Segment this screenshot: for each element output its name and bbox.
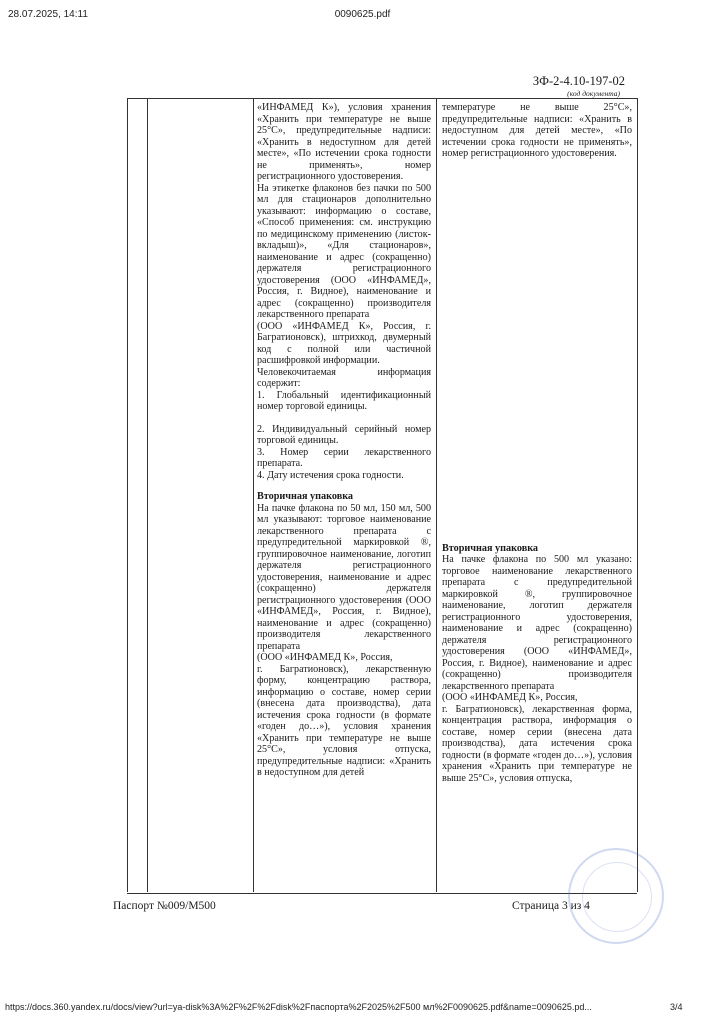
print-url: https://docs.360.yandex.ru/docs/view?url=ya-disk%3A%2F%2F%2Fdisk%2Fпаспорта%2F2025%2F500 мл%2F0090625.pdf&name=0090625.pd...	[5, 1002, 592, 1012]
cell-text: (ООО «ИНФАМЕД К», Россия, г. Багратионовск), штрихкод, двумерный код с полной или частичной расшифровкой информации.	[257, 320, 431, 366]
cell-text: (ООО «ИНФАМЕД К», Россия,	[257, 652, 393, 663]
print-file-title: 0090625.pdf	[334, 9, 391, 20]
print-page-number: 3/4	[670, 1002, 683, 1012]
cell-text: (ООО «ИНФАМЕД К», Россия,	[442, 692, 578, 703]
document-code-note: (код документа)	[567, 89, 620, 98]
cell-list-item: 4. Дату истечения срока годности.	[257, 469, 404, 481]
cell-text: На пачке флакона по 50 мл, 150 мл, 500 мл указывают: торговое наименование лекарственного препарата с предупредительной маркировкой ®, группировочное наименование, логотип держателя регистрационного удостоверения, наименование и адрес (сокращенно) держателя регистрационного удостоверения (ООО «ИНФАМЕД», Россия, г. Видное), наименование и адрес (сокращенно) производителя лекарственного препарата	[257, 502, 431, 652]
section-heading: Вторичная упаковка	[442, 542, 539, 554]
passport-number: Паспорт №009/М500	[113, 900, 216, 912]
section-heading: Вторичная упаковка	[257, 491, 354, 502]
document-code: ЗФ-2-4.10-197-02	[532, 74, 625, 88]
stamp-seal	[568, 848, 664, 944]
cell-text: «ИНФАМЕД К»), условия хранения «Хранить при температуре не выше 25°С», предупредительные надписи: «Хранить в недоступном для детей месте», «По истечении срока годности не применять», номер регистрационного удостоверения.	[257, 102, 431, 182]
page-indicator: Страница 3 из 4	[512, 900, 590, 912]
cell-text: температуре не выше 25°С», предупредительные надписи: «Хранить в недоступном для детей месте», «По истечении срока годности не применять», номер регистрационного удостоверения.	[442, 102, 632, 159]
table-divider-2	[253, 98, 254, 892]
cell-list-item: 1. Глобальный идентификационный номер торговой единицы.	[257, 389, 431, 412]
cell-text: Человекочитаемая информация содержит:	[257, 366, 431, 389]
cell-list-item: 3. Номер серии лекарственного препарата.	[257, 446, 431, 469]
cell-text: На этикетке флаконов без пачки по 500 мл для стационаров дополнительно указывают: информацию о составе, «Способ применения: см. инструкцию по медицинскому применению (листок-вкладыш)», «Для стационаров», наименование и адрес (сокращенно) держателя регистрационного удостоверения (ООО «ИНФАМЕД», Россия, г. Видное), наименование и адрес (сокращенно) производителя лекарственного препарата	[257, 182, 431, 320]
table-divider-3	[436, 98, 437, 892]
table-cell-current	[257, 102, 431, 779]
table-border-right	[637, 98, 638, 892]
cell-list-item: 2. Индивидуальный серийный номер торговой единицы.	[257, 423, 431, 446]
table-divider-1	[147, 98, 148, 892]
cell-text: г. Багратионовск), лекарственную форму, концентрацию раствора, информацию о составе, номер серии (внесена дата производства), дата истечения срока годности (в формате «годен до…»), условия хранения «Хранить при температуре не выше 25°С», условия отпуска, предупредительные надписи: «Хранить в недоступном для детей	[257, 663, 431, 778]
table-border-left	[127, 98, 128, 892]
table-cell-proposed	[442, 102, 632, 784]
print-datetime: 28.07.2025, 14:11	[8, 9, 88, 20]
cell-text: г. Багратионовск), лекарственная форма, концентрация раствора, информация о составе, номер серии (внесена дата производства), дата истечения срока годности (в формате «годен до…»), условия хранения «Хранить при температуре не выше 25°С», условия отпуска,	[442, 703, 632, 784]
cell-text: На пачке флакона по 500 мл указано: торговое наименование лекарственного препарата с предупредительной маркировкой ®, группировочное наименование, логотип держателя регистрационного удостоверения, наименование и адрес (сокращенно) держателя регистрационного удостоверения (ООО «ИНФАМЕД», Россия, г. Видное), наименование и адрес (сокращенно) производителя лекарственного препарата	[442, 554, 632, 692]
